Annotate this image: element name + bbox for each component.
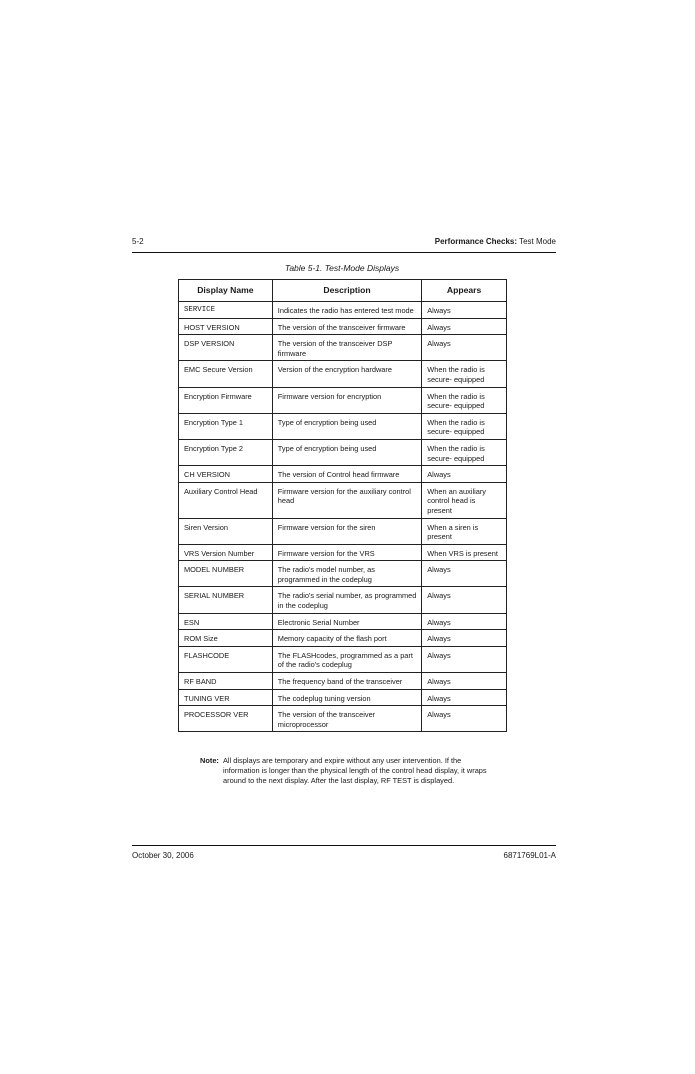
- description-cell: Electronic Serial Number: [272, 613, 421, 630]
- description-cell: Type of encryption being used: [272, 413, 421, 439]
- table-row: [179, 587, 507, 613]
- footer-rule: [132, 845, 556, 846]
- table-row: [179, 439, 507, 465]
- section-title-bold: Performance Checks:: [434, 237, 518, 246]
- description-cell: The version of the transceiver DSP firmware: [272, 335, 421, 361]
- appears-cell: When the radio is secure- equipped: [422, 361, 507, 387]
- description-cell: The radio's serial number, as programmed in the codeplug: [272, 587, 421, 613]
- description-cell: The version of the transceiver firmware: [272, 318, 421, 335]
- table-row: [179, 518, 507, 544]
- description-cell: The codeplug tuning version: [272, 689, 421, 706]
- table-row: [179, 466, 507, 483]
- table-row: [179, 335, 507, 361]
- appears-cell: Always: [422, 706, 507, 732]
- description-cell: The radio's model number, as programmed in the codeplug: [272, 561, 421, 587]
- table-row: [179, 361, 507, 387]
- table-note: [200, 756, 490, 786]
- section-title-rest: Test Mode: [517, 237, 556, 246]
- appears-cell: Always: [422, 318, 507, 335]
- table-row: [179, 482, 507, 518]
- table-row: [179, 630, 507, 647]
- appears-cell: Always: [422, 302, 507, 319]
- display-name-cell: DSP VERSION: [179, 335, 273, 361]
- display-name-cell: EMC Secure Version: [179, 361, 273, 387]
- description-cell: Indicates the radio has entered test mode: [272, 302, 421, 319]
- column-header-appears: Appears: [422, 280, 507, 302]
- appears-cell: Always: [422, 689, 507, 706]
- display-name-cell: HOST VERSION: [179, 318, 273, 335]
- description-cell: The version of Control head firmware: [272, 466, 421, 483]
- page-number: 5-2: [132, 237, 144, 246]
- appears-cell: When a siren is present: [422, 518, 507, 544]
- column-header-display-name: Display Name: [179, 280, 273, 302]
- description-cell: The frequency band of the transceiver: [272, 673, 421, 690]
- description-cell: Firmware version for the auxiliary control head: [272, 482, 421, 518]
- display-name-cell: PROCESSOR VER: [179, 706, 273, 732]
- display-name-cell: RF BAND: [179, 673, 273, 690]
- display-name-cell: FLASHCODE: [179, 646, 273, 672]
- appears-cell: Always: [422, 466, 507, 483]
- appears-cell: When the radio is secure- equipped: [422, 387, 507, 413]
- table-row: [179, 318, 507, 335]
- display-name-cell: VRS Version Number: [179, 544, 273, 561]
- table-row: [179, 646, 507, 672]
- appears-cell: Always: [422, 587, 507, 613]
- appears-cell: Always: [422, 561, 507, 587]
- table-row: [179, 413, 507, 439]
- appears-cell: When the radio is secure- equipped: [422, 413, 507, 439]
- table-row: [179, 706, 507, 732]
- display-name-cell: Encryption Type 1: [179, 413, 273, 439]
- display-name-cell: Siren Version: [179, 518, 273, 544]
- column-header-description: Description: [272, 280, 421, 302]
- appears-cell: When an auxiliary control head is present: [422, 482, 507, 518]
- description-cell: Version of the encryption hardware: [272, 361, 421, 387]
- note-label: Note:: [200, 756, 219, 765]
- description-cell: Memory capacity of the flash port: [272, 630, 421, 647]
- table-row: [179, 673, 507, 690]
- description-cell: Type of encryption being used: [272, 439, 421, 465]
- display-name-cell: SERIAL NUMBER: [179, 587, 273, 613]
- table-row: [179, 689, 507, 706]
- description-cell: Firmware version for encryption: [272, 387, 421, 413]
- description-cell: The version of the transceiver microprocessor: [272, 706, 421, 732]
- display-name-cell: ESN: [179, 613, 273, 630]
- description-cell: Firmware version for the VRS: [272, 544, 421, 561]
- description-cell: The FLASHcodes, programmed as a part of the radio's codeplug: [272, 646, 421, 672]
- appears-cell: When VRS is present: [422, 544, 507, 561]
- appears-cell: Always: [422, 646, 507, 672]
- page-header: [132, 237, 556, 251]
- display-name-cell: TUNING VER: [179, 689, 273, 706]
- table-row: [179, 387, 507, 413]
- document-number: 6871769L01-A: [503, 851, 556, 860]
- display-name-cell: Auxiliary Control Head: [179, 482, 273, 518]
- display-name-cell: ROM Size: [179, 630, 273, 647]
- display-name-cell: SERVICE: [179, 302, 273, 319]
- section-title: [435, 237, 556, 246]
- appears-cell: Always: [422, 613, 507, 630]
- appears-cell: Always: [422, 335, 507, 361]
- description-cell: Firmware version for the siren: [272, 518, 421, 544]
- table-caption: Table 5-1. Test-Mode Displays: [284, 263, 400, 273]
- table-row: [179, 302, 507, 319]
- table-row: [179, 544, 507, 561]
- appears-cell: Always: [422, 673, 507, 690]
- display-name-cell: Encryption Type 2: [179, 439, 273, 465]
- table-header-row: [179, 280, 507, 302]
- appears-cell: Always: [422, 630, 507, 647]
- note-text: All displays are temporary and expire without any user intervention. If the information is longer than the physical length of the control head display, it wraps around to the next display. After the last display, RF TEST is displayed.: [223, 756, 487, 785]
- display-name-cell: MODEL NUMBER: [179, 561, 273, 587]
- publication-date: October 30, 2006: [132, 851, 194, 860]
- table-row: [179, 613, 507, 630]
- header-rule: [132, 252, 556, 253]
- test-mode-displays-table: [178, 279, 507, 732]
- table-row: [179, 561, 507, 587]
- display-name-cell: Encryption Firmware: [179, 387, 273, 413]
- display-name-cell: CH VERSION: [179, 466, 273, 483]
- appears-cell: When the radio is secure- equipped: [422, 439, 507, 465]
